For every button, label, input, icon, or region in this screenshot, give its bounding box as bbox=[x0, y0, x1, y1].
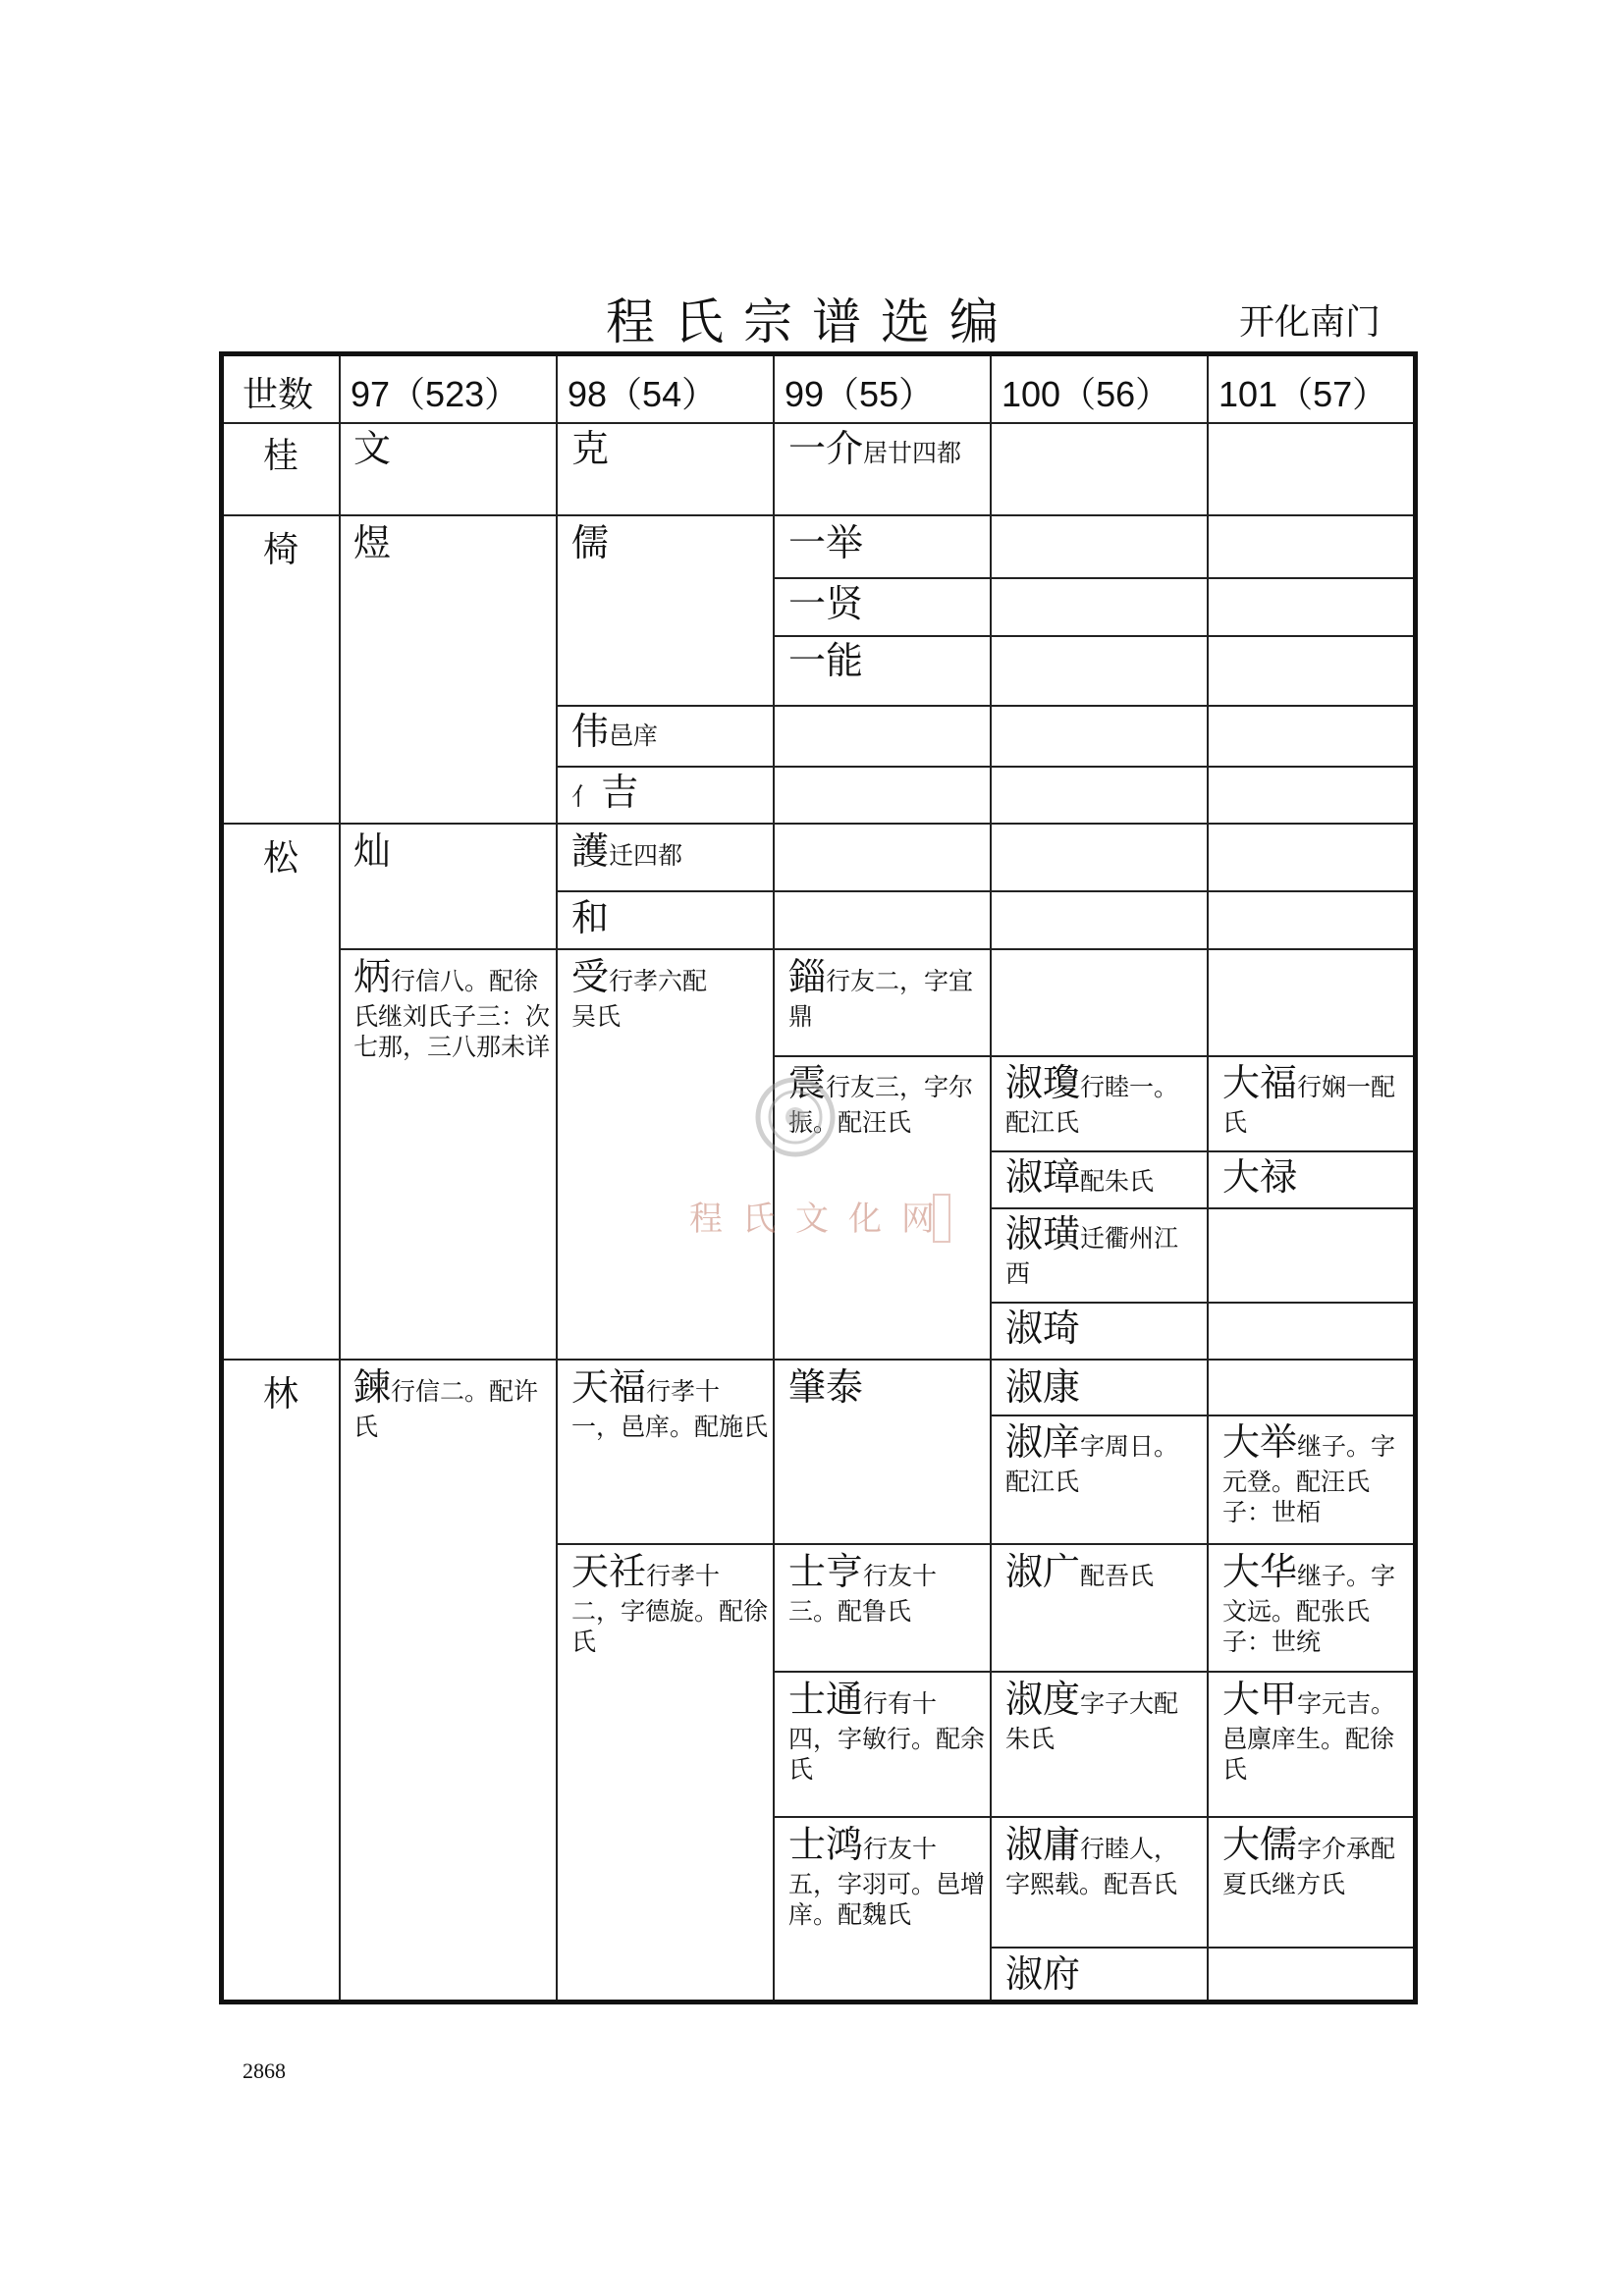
rule bbox=[990, 1207, 1413, 1209]
person-entry: 淑广配吾氏 bbox=[1005, 1550, 1155, 1593]
rule bbox=[556, 705, 1413, 707]
column-header-98: 98（54） bbox=[568, 374, 718, 414]
person-entry: 天祍行孝十二，字德旋。配徐氏 bbox=[571, 1550, 769, 1656]
person-entry: 淑璋配朱氏 bbox=[1005, 1155, 1155, 1199]
person-entry: 大儒字介承配夏氏继方氏 bbox=[1222, 1823, 1396, 1898]
person-entry: 大福行娴一配 氏 bbox=[1222, 1061, 1421, 1137]
rule bbox=[556, 356, 558, 2000]
rule bbox=[224, 422, 1413, 424]
page-subtitle: 开化南门 bbox=[1239, 302, 1381, 343]
rule bbox=[224, 1359, 1413, 1361]
rule bbox=[990, 1415, 1413, 1416]
rule bbox=[339, 948, 1413, 950]
person-entry: 一能 bbox=[788, 639, 864, 682]
rule bbox=[1207, 356, 1209, 2000]
column-header-97: 97（523） bbox=[351, 374, 520, 414]
person-entry: 淑璜迁衢州江西 bbox=[1005, 1212, 1179, 1288]
rule bbox=[990, 356, 992, 2000]
person-entry: 克 bbox=[571, 427, 610, 470]
rule bbox=[556, 1543, 1413, 1545]
page-title: 程氏宗谱选编 bbox=[606, 294, 1018, 350]
person-entry: 淑康 bbox=[1005, 1365, 1081, 1409]
person-entry: 淑府 bbox=[1005, 1952, 1081, 1996]
person-entry: 煜 bbox=[353, 521, 392, 564]
person-entry: 儒 bbox=[571, 521, 610, 564]
person-entry: 士鸿行友十五，字羽可。邑增庠。配魏氏 bbox=[788, 1823, 986, 1929]
column-header-generation: 世数 bbox=[243, 374, 314, 414]
person-entry: 錙行友二，字宜鼎 bbox=[788, 955, 974, 1031]
person-entry: 受行孝六配吴氏 bbox=[571, 955, 708, 1031]
rule bbox=[990, 1302, 1413, 1304]
branch-label: 椅 bbox=[263, 530, 299, 570]
rule bbox=[773, 1055, 1413, 1057]
rule bbox=[224, 823, 1413, 825]
rule bbox=[773, 356, 775, 2000]
person-entry: 淑度字子大配朱氏 bbox=[1005, 1678, 1179, 1753]
person-entry: 淑庸行睦人，字熙载。配吾氏 bbox=[1005, 1823, 1179, 1898]
watermark-text: 程氏文化网 bbox=[689, 1200, 954, 1239]
rule bbox=[339, 356, 341, 2000]
person-entry: 大禄 bbox=[1222, 1155, 1298, 1199]
person-entry: 文 bbox=[353, 427, 392, 470]
watermark-stamp-icon bbox=[933, 1194, 950, 1243]
column-header-99: 99（55） bbox=[785, 374, 935, 414]
person-entry: 伟邑庠 bbox=[571, 710, 659, 753]
person-entry: 大华继子。字文远。配张氏子：世统 bbox=[1222, 1550, 1396, 1656]
watermark-seal-icon bbox=[754, 1076, 837, 1158]
person-entry: 鍊行信二。配许氏 bbox=[353, 1365, 539, 1441]
person-entry: 炳行信八。配徐氏继刘氏子三：次七那，三八那未详 bbox=[353, 955, 551, 1061]
person-entry: 灿 bbox=[353, 829, 392, 873]
branch-label: 林 bbox=[263, 1374, 299, 1415]
person-entry: 大甲字元吉。邑廪庠生。配徐氏 bbox=[1222, 1678, 1396, 1784]
person-entry: 和 bbox=[571, 896, 610, 939]
rule bbox=[773, 1816, 1413, 1818]
rule bbox=[990, 1150, 1413, 1152]
person-entry: 肇泰 bbox=[788, 1365, 864, 1409]
column-header-100: 100（56） bbox=[1001, 374, 1171, 414]
rule bbox=[990, 1947, 1413, 1949]
person-entry: 一举 bbox=[788, 521, 864, 564]
rule bbox=[556, 766, 1413, 768]
rule bbox=[224, 514, 1413, 516]
person-entry: 一贤 bbox=[788, 582, 864, 625]
person-entry: 護迁四都 bbox=[571, 829, 683, 873]
person-entry: 淑瓊行睦一。配江氏 bbox=[1005, 1061, 1179, 1137]
rule bbox=[773, 635, 1413, 637]
rule bbox=[773, 1671, 1413, 1673]
person-entry: 大举继子。字元登。配汪氏子：世栢 bbox=[1222, 1420, 1396, 1526]
rule bbox=[556, 890, 1413, 892]
person-entry: 淑琦 bbox=[1005, 1307, 1081, 1350]
page-number: 2868 bbox=[243, 2058, 286, 2083]
person-entry: 亻 吉 bbox=[571, 771, 639, 814]
person-entry: 淑庠字周日。配江氏 bbox=[1005, 1420, 1179, 1496]
branch-label: 桂 bbox=[263, 436, 299, 476]
branch-label: 松 bbox=[263, 838, 299, 879]
column-header-101: 101（57） bbox=[1218, 374, 1388, 414]
person-entry: 震行友三，字尔振。配汪氏 bbox=[788, 1061, 974, 1137]
person-entry: 天福行孝十一，邑庠。配施氏 bbox=[571, 1365, 769, 1441]
person-entry: 士亨行友十三。配鲁氏 bbox=[788, 1550, 938, 1626]
person-entry: 士通行有十四，字敏行。配余氏 bbox=[788, 1678, 986, 1784]
rule bbox=[773, 577, 1413, 579]
person-entry: 一介居廿四都 bbox=[788, 427, 962, 470]
